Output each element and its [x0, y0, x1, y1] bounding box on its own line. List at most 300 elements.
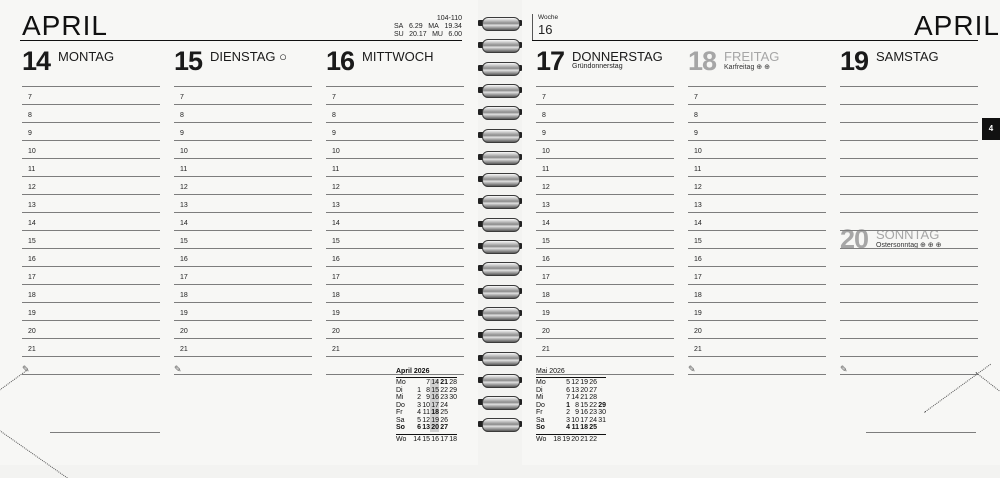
- spiral-ring: [478, 83, 522, 99]
- hour-label: 20: [180, 328, 188, 335]
- weekday-label: So: [536, 424, 545, 431]
- hour-label: 11: [28, 166, 36, 173]
- ruled-line: [22, 338, 160, 339]
- hour-label: 8: [28, 112, 32, 119]
- calendar-day: 16: [580, 409, 588, 416]
- hour-label: 20: [694, 328, 702, 335]
- calendar-day: 27: [440, 424, 448, 431]
- calendar-day: 9: [426, 394, 430, 401]
- hour-label: 7: [28, 94, 32, 101]
- calendar-day: 28: [449, 379, 457, 386]
- weekday-label: Di: [396, 386, 403, 394]
- ruled-line: [688, 158, 826, 159]
- mini-calendar-mai: Mai 2026 Mo 5 12 19 26 Di 6 13 20 27 Mi 7 14 21 28 Do 1 8 15 22 29 Fr 2 9 16 23 30 Sa 3 10 17 24 31 So 4 11 18 25 Wo 18 19 20 21 22: [536, 368, 606, 443]
- hour-label: 17: [694, 274, 702, 281]
- hour-label: 21: [180, 346, 188, 353]
- ruled-line: [174, 194, 312, 195]
- ruled-line: [174, 122, 312, 123]
- hour-label: 18: [28, 292, 36, 299]
- ruled-line: [840, 266, 978, 267]
- ruled-line: [840, 302, 978, 303]
- calendar-day: 26: [440, 416, 448, 424]
- hour-label: 14: [332, 220, 340, 227]
- hour-label: 13: [332, 202, 340, 209]
- ruled-line: [326, 140, 464, 141]
- calendar-day: 22: [589, 401, 597, 409]
- hour-label: 14: [180, 220, 188, 227]
- hour-label: 9: [332, 130, 336, 137]
- hour-label: 16: [542, 256, 550, 263]
- ruled-line: [688, 320, 826, 321]
- ruled-line: [688, 86, 826, 87]
- spiral-ring: [478, 417, 522, 433]
- hour-label: 7: [542, 94, 546, 101]
- ruled-line: [840, 86, 978, 87]
- ruled-line: [536, 212, 674, 213]
- calendar-day: 19: [431, 416, 439, 424]
- hour-label: 9: [542, 130, 546, 137]
- hour-label: 20: [28, 328, 36, 335]
- hour-label: 18: [542, 292, 550, 299]
- week-number: 18: [553, 435, 561, 443]
- spiral-ring: [478, 150, 522, 166]
- calendar-day: 8: [575, 401, 579, 409]
- calendar-day: 13: [571, 386, 579, 394]
- calendar-day: 3: [417, 401, 421, 409]
- spiral-ring: [478, 239, 522, 255]
- ruled-line: [174, 266, 312, 267]
- calendar-day: 17: [580, 416, 588, 424]
- hour-label: 11: [332, 166, 340, 173]
- ruled-line: [536, 230, 674, 231]
- calendar-day: 13: [422, 424, 430, 431]
- week-number: 16: [431, 435, 439, 443]
- hour-label: 13: [28, 202, 36, 209]
- calendar-day: 2: [566, 409, 570, 416]
- calendar-day: 15: [580, 401, 588, 409]
- ruled-line: [536, 320, 674, 321]
- spiral-ring: [478, 284, 522, 300]
- ruled-line: [22, 248, 160, 249]
- ruled-line: [688, 266, 826, 267]
- ruled-line: [22, 302, 160, 303]
- ruled-line: [22, 230, 160, 231]
- ruled-line: [536, 302, 674, 303]
- hour-label: 16: [332, 256, 340, 263]
- ruled-line: [688, 248, 826, 249]
- calendar-day: 29: [449, 386, 457, 394]
- hour-label: 8: [332, 112, 336, 119]
- ruled-line: [688, 356, 826, 357]
- calendar-day: 1: [417, 386, 421, 394]
- hour-label: 13: [694, 202, 702, 209]
- hour-label: 18: [332, 292, 340, 299]
- hour-label: 9: [28, 130, 32, 137]
- spiral-ring: [478, 395, 522, 411]
- ruled-line: [840, 122, 978, 123]
- calendar-day: [448, 402, 457, 410]
- ruled-line: [536, 158, 674, 159]
- ruled-line: [688, 374, 826, 375]
- week-number: 21: [580, 435, 588, 443]
- ruled-line: [326, 86, 464, 87]
- ruled-line: [326, 104, 464, 105]
- calendar-day: [597, 424, 606, 432]
- calendar-day: 12: [571, 379, 579, 386]
- ruled-line: [840, 194, 978, 195]
- calendar-day: 10: [422, 401, 430, 409]
- hour-label: 14: [542, 220, 550, 227]
- hour-label: 11: [180, 166, 188, 173]
- calendar-day: 4: [566, 424, 570, 431]
- hour-label: 11: [694, 166, 702, 173]
- calendar-day: 5: [566, 379, 570, 386]
- weekday-label: Sa: [536, 416, 545, 424]
- ruled-line: [326, 158, 464, 159]
- hour-label: 14: [694, 220, 702, 227]
- spiral-ring: [478, 328, 522, 344]
- hour-label: 14: [28, 220, 36, 227]
- hour-label: 15: [694, 238, 702, 245]
- ruled-line: [174, 320, 312, 321]
- month-tab[interactable]: 4: [982, 118, 1000, 140]
- ruled-line: [536, 356, 674, 357]
- ruled-line: [174, 356, 312, 357]
- calendar-day: 12: [422, 416, 430, 424]
- weekday-label: Sa: [396, 416, 405, 424]
- spiral-ring: [478, 194, 522, 210]
- hour-label: 21: [28, 346, 36, 353]
- month-title-right: APRIL: [914, 10, 1000, 41]
- header-rule-left: [20, 40, 462, 41]
- calendar-grid: [536, 379, 606, 432]
- ruled-line: [22, 104, 160, 105]
- hour-label: 8: [694, 112, 698, 119]
- hour-label: 10: [694, 148, 702, 155]
- ruled-line: [688, 212, 826, 213]
- weekday-label: Fr: [396, 409, 403, 416]
- calendar-day: [552, 379, 561, 387]
- hour-label: 21: [542, 346, 550, 353]
- calendar-day: [412, 379, 421, 387]
- ruled-line: [536, 284, 674, 285]
- calendar-day: 11: [571, 424, 579, 431]
- calendar-day: 23: [589, 409, 597, 416]
- calendar-day: 14: [571, 394, 579, 401]
- calendar-day: 26: [589, 379, 597, 386]
- week-number: 19: [562, 435, 570, 443]
- hour-label: 21: [694, 346, 702, 353]
- calendar-day: 18: [580, 424, 588, 431]
- ruled-line: [536, 86, 674, 87]
- hour-label: 12: [542, 184, 550, 191]
- ruled-line: [174, 302, 312, 303]
- ruled-line: [326, 284, 464, 285]
- ruled-line: [688, 194, 826, 195]
- ruled-line: [840, 248, 978, 249]
- calendar-day: 18: [431, 409, 439, 416]
- ruled-line: [326, 194, 464, 195]
- hour-label: 18: [180, 292, 188, 299]
- calendar-day: 2: [417, 394, 421, 401]
- ruled-line: [536, 176, 674, 177]
- sun-moon-row: SA 6.29 MA 19.34: [394, 23, 462, 30]
- hour-label: 16: [28, 256, 36, 263]
- ruled-line: [840, 140, 978, 141]
- calendar-day: 24: [440, 401, 448, 409]
- hour-label: 15: [180, 238, 188, 245]
- calendar-day: 31: [598, 416, 606, 424]
- spiral-ring: [478, 38, 522, 54]
- ruled-line: [326, 338, 464, 339]
- spiral-ring: [478, 172, 522, 188]
- ruled-line: [326, 176, 464, 177]
- ruled-line: [174, 140, 312, 141]
- calendar-day: 17: [431, 401, 439, 409]
- ruled-line: [536, 122, 674, 123]
- hour-label: 10: [180, 148, 188, 155]
- calendar-day: 30: [598, 409, 606, 416]
- week-label: Wo: [536, 435, 547, 443]
- sun-moon-times: [394, 15, 462, 39]
- hour-label: 8: [542, 112, 546, 119]
- ruled-line: [840, 212, 978, 213]
- calendar-day: 7: [566, 394, 570, 401]
- hour-label: 17: [542, 274, 550, 281]
- hour-label: 19: [694, 310, 702, 317]
- ruled-line: [326, 320, 464, 321]
- week-number: 22: [589, 435, 597, 443]
- calendar-day: 25: [589, 424, 597, 431]
- spiral-ring: [478, 105, 522, 121]
- ruled-line: [22, 122, 160, 123]
- spiral-ring: [478, 373, 522, 389]
- ruled-line: [326, 356, 464, 357]
- calendar-grid: [396, 379, 457, 432]
- calendar-day: 20: [580, 386, 588, 394]
- hour-label: 15: [332, 238, 340, 245]
- week-divider: [532, 14, 533, 40]
- hour-label: 11: [542, 166, 550, 173]
- ruled-line: [174, 230, 312, 231]
- hour-label: 19: [332, 310, 340, 317]
- pencil-icon: ✎: [840, 364, 848, 374]
- calendar-day: 16: [431, 394, 439, 401]
- calendar-day: 4: [417, 409, 421, 416]
- ruled-line: [22, 356, 160, 357]
- week-numbers: [536, 436, 597, 444]
- sun-moon-row: SU 20.17 MU 6.00: [394, 31, 462, 38]
- calendar-day: [448, 409, 457, 417]
- week-number: Woche 16: [538, 14, 559, 37]
- ruled-line: [174, 248, 312, 249]
- calendar-day: 3: [566, 416, 570, 424]
- header-rule-right: [532, 40, 978, 41]
- pencil-icon: ✎: [174, 364, 182, 374]
- calendar-day: 6: [566, 386, 570, 394]
- weekday-label: So: [396, 424, 405, 431]
- hour-label: 12: [694, 184, 702, 191]
- calendar-day: 19: [580, 379, 588, 386]
- ruled-line: [22, 374, 160, 375]
- week-number: 17: [440, 435, 448, 443]
- hour-label: 7: [332, 94, 336, 101]
- ruled-line: [688, 176, 826, 177]
- hour-label: 19: [180, 310, 188, 317]
- weekday-label: Do: [396, 401, 405, 409]
- weekday-label: Mi: [396, 394, 404, 401]
- ruled-line: [840, 320, 978, 321]
- spiral-ring: [478, 217, 522, 233]
- calendar-day: 7: [426, 379, 430, 386]
- ruled-line: [840, 158, 978, 159]
- calendar-day: [552, 417, 561, 425]
- calendar-day: 10: [571, 416, 579, 424]
- calendar-day: 29: [598, 401, 606, 409]
- ruled-line: [22, 158, 160, 159]
- ruled-line: [536, 140, 674, 141]
- ruled-line: [22, 140, 160, 141]
- hour-label: 17: [180, 274, 188, 281]
- calendar-day: 22: [440, 386, 448, 394]
- ruled-line: [22, 194, 160, 195]
- calendar-day: [448, 424, 457, 432]
- calendar-day: 24: [589, 416, 597, 424]
- ruled-line: [174, 338, 312, 339]
- calendar-day: 27: [589, 386, 597, 394]
- weekday-label: Fr: [536, 409, 543, 416]
- pencil-icon: ✎: [688, 364, 696, 374]
- hour-label: 18: [694, 292, 702, 299]
- week-number: 18: [449, 435, 457, 443]
- hour-label: 10: [542, 148, 550, 155]
- ruled-line: [326, 122, 464, 123]
- hour-label: 19: [542, 310, 550, 317]
- ruled-line: [840, 356, 978, 357]
- spiral-ring: [478, 128, 522, 144]
- hour-label: 9: [180, 130, 184, 137]
- ruled-line: [174, 284, 312, 285]
- hour-label: 10: [28, 148, 36, 155]
- ruled-line: [688, 140, 826, 141]
- spiral-ring: [478, 261, 522, 277]
- ruled-line: [688, 122, 826, 123]
- hour-label: 17: [332, 274, 340, 281]
- month-title-left: APRIL: [22, 10, 108, 41]
- ruled-line: [688, 302, 826, 303]
- ruled-line: [536, 248, 674, 249]
- calendar-day: 6: [417, 424, 421, 431]
- ruled-line: [840, 338, 978, 339]
- calendar-day: [552, 387, 561, 395]
- calendar-day: [552, 394, 561, 402]
- ruled-line: [326, 212, 464, 213]
- ruled-line: [174, 176, 312, 177]
- ruled-line: [174, 212, 312, 213]
- hour-label: 17: [28, 274, 36, 281]
- weekday-label: Mi: [536, 394, 544, 401]
- hour-label: 7: [694, 94, 698, 101]
- ruled-line: [688, 338, 826, 339]
- week-number: 20: [571, 435, 579, 443]
- hour-label: 13: [180, 202, 188, 209]
- ruled-line: [840, 176, 978, 177]
- ruled-line: [326, 266, 464, 267]
- day-range: 104-110: [436, 15, 462, 22]
- hour-label: 13: [542, 202, 550, 209]
- ruled-line: [174, 158, 312, 159]
- hour-label: 19: [28, 310, 36, 317]
- calendar-day: 1: [566, 401, 570, 409]
- hour-label: 12: [28, 184, 36, 191]
- calendar-day: 5: [417, 416, 421, 424]
- hour-label: 9: [694, 130, 698, 137]
- ruled-line: [840, 230, 978, 231]
- ruled-line: [326, 302, 464, 303]
- ruled-line: [326, 230, 464, 231]
- hour-label: 16: [694, 256, 702, 263]
- ruled-line: [22, 86, 160, 87]
- mini-calendar-april: April 2026 Mo 7 14 21 28 Di 1 8 15 22 29 Mi 2 9 16 23 30 Do 3 10 17 24 Fr 4 11 18 25 Sa 5 12 19 26 So 6 13 20 27 Wo 14 15 16 17 18: [396, 368, 457, 443]
- spiral-ring: [478, 306, 522, 322]
- ruled-line: [22, 212, 160, 213]
- calendar-day: [552, 424, 561, 432]
- weekday-label: Do: [536, 401, 545, 409]
- ruled-line: [536, 266, 674, 267]
- hour-label: 12: [332, 184, 340, 191]
- calendar-day: [448, 417, 457, 425]
- spiral-ring: [478, 16, 522, 32]
- ruled-line: [688, 284, 826, 285]
- weekday-label: Mo: [536, 379, 546, 386]
- calendar-day: [552, 402, 561, 410]
- spiral-ring: [478, 61, 522, 77]
- pencil-icon: ✎: [22, 364, 30, 374]
- hour-label: 7: [180, 94, 184, 101]
- ruled-line: [174, 86, 312, 87]
- calendar-day: [552, 409, 561, 417]
- calendar-day: 21: [440, 379, 448, 386]
- hour-label: 16: [180, 256, 188, 263]
- ruled-line: [840, 374, 978, 375]
- calendar-day: 28: [589, 394, 597, 401]
- note-line: [866, 432, 976, 433]
- spiral-ring: [478, 351, 522, 367]
- ruled-line: [326, 248, 464, 249]
- ruled-line: [22, 176, 160, 177]
- calendar-day: 25: [440, 409, 448, 416]
- ruled-line: [840, 104, 978, 105]
- calendar-day: 14: [431, 379, 439, 386]
- hour-label: 15: [542, 238, 550, 245]
- calendar-day: 9: [575, 409, 579, 416]
- hour-label: 15: [28, 238, 36, 245]
- week-numbers: [396, 436, 457, 444]
- week-number: 15: [422, 435, 430, 443]
- calendar-day: 21: [580, 394, 588, 401]
- ruled-line: [174, 374, 312, 375]
- ruled-line: [174, 104, 312, 105]
- calendar-day: 11: [422, 409, 430, 416]
- calendar-day: 8: [426, 386, 430, 394]
- ruled-line: [22, 284, 160, 285]
- calendar-day: 15: [431, 386, 439, 394]
- note-line: [50, 432, 160, 433]
- calendar-day: 20: [431, 424, 439, 431]
- weekday-label: Di: [536, 386, 543, 394]
- ruled-line: [688, 104, 826, 105]
- ruled-line: [536, 194, 674, 195]
